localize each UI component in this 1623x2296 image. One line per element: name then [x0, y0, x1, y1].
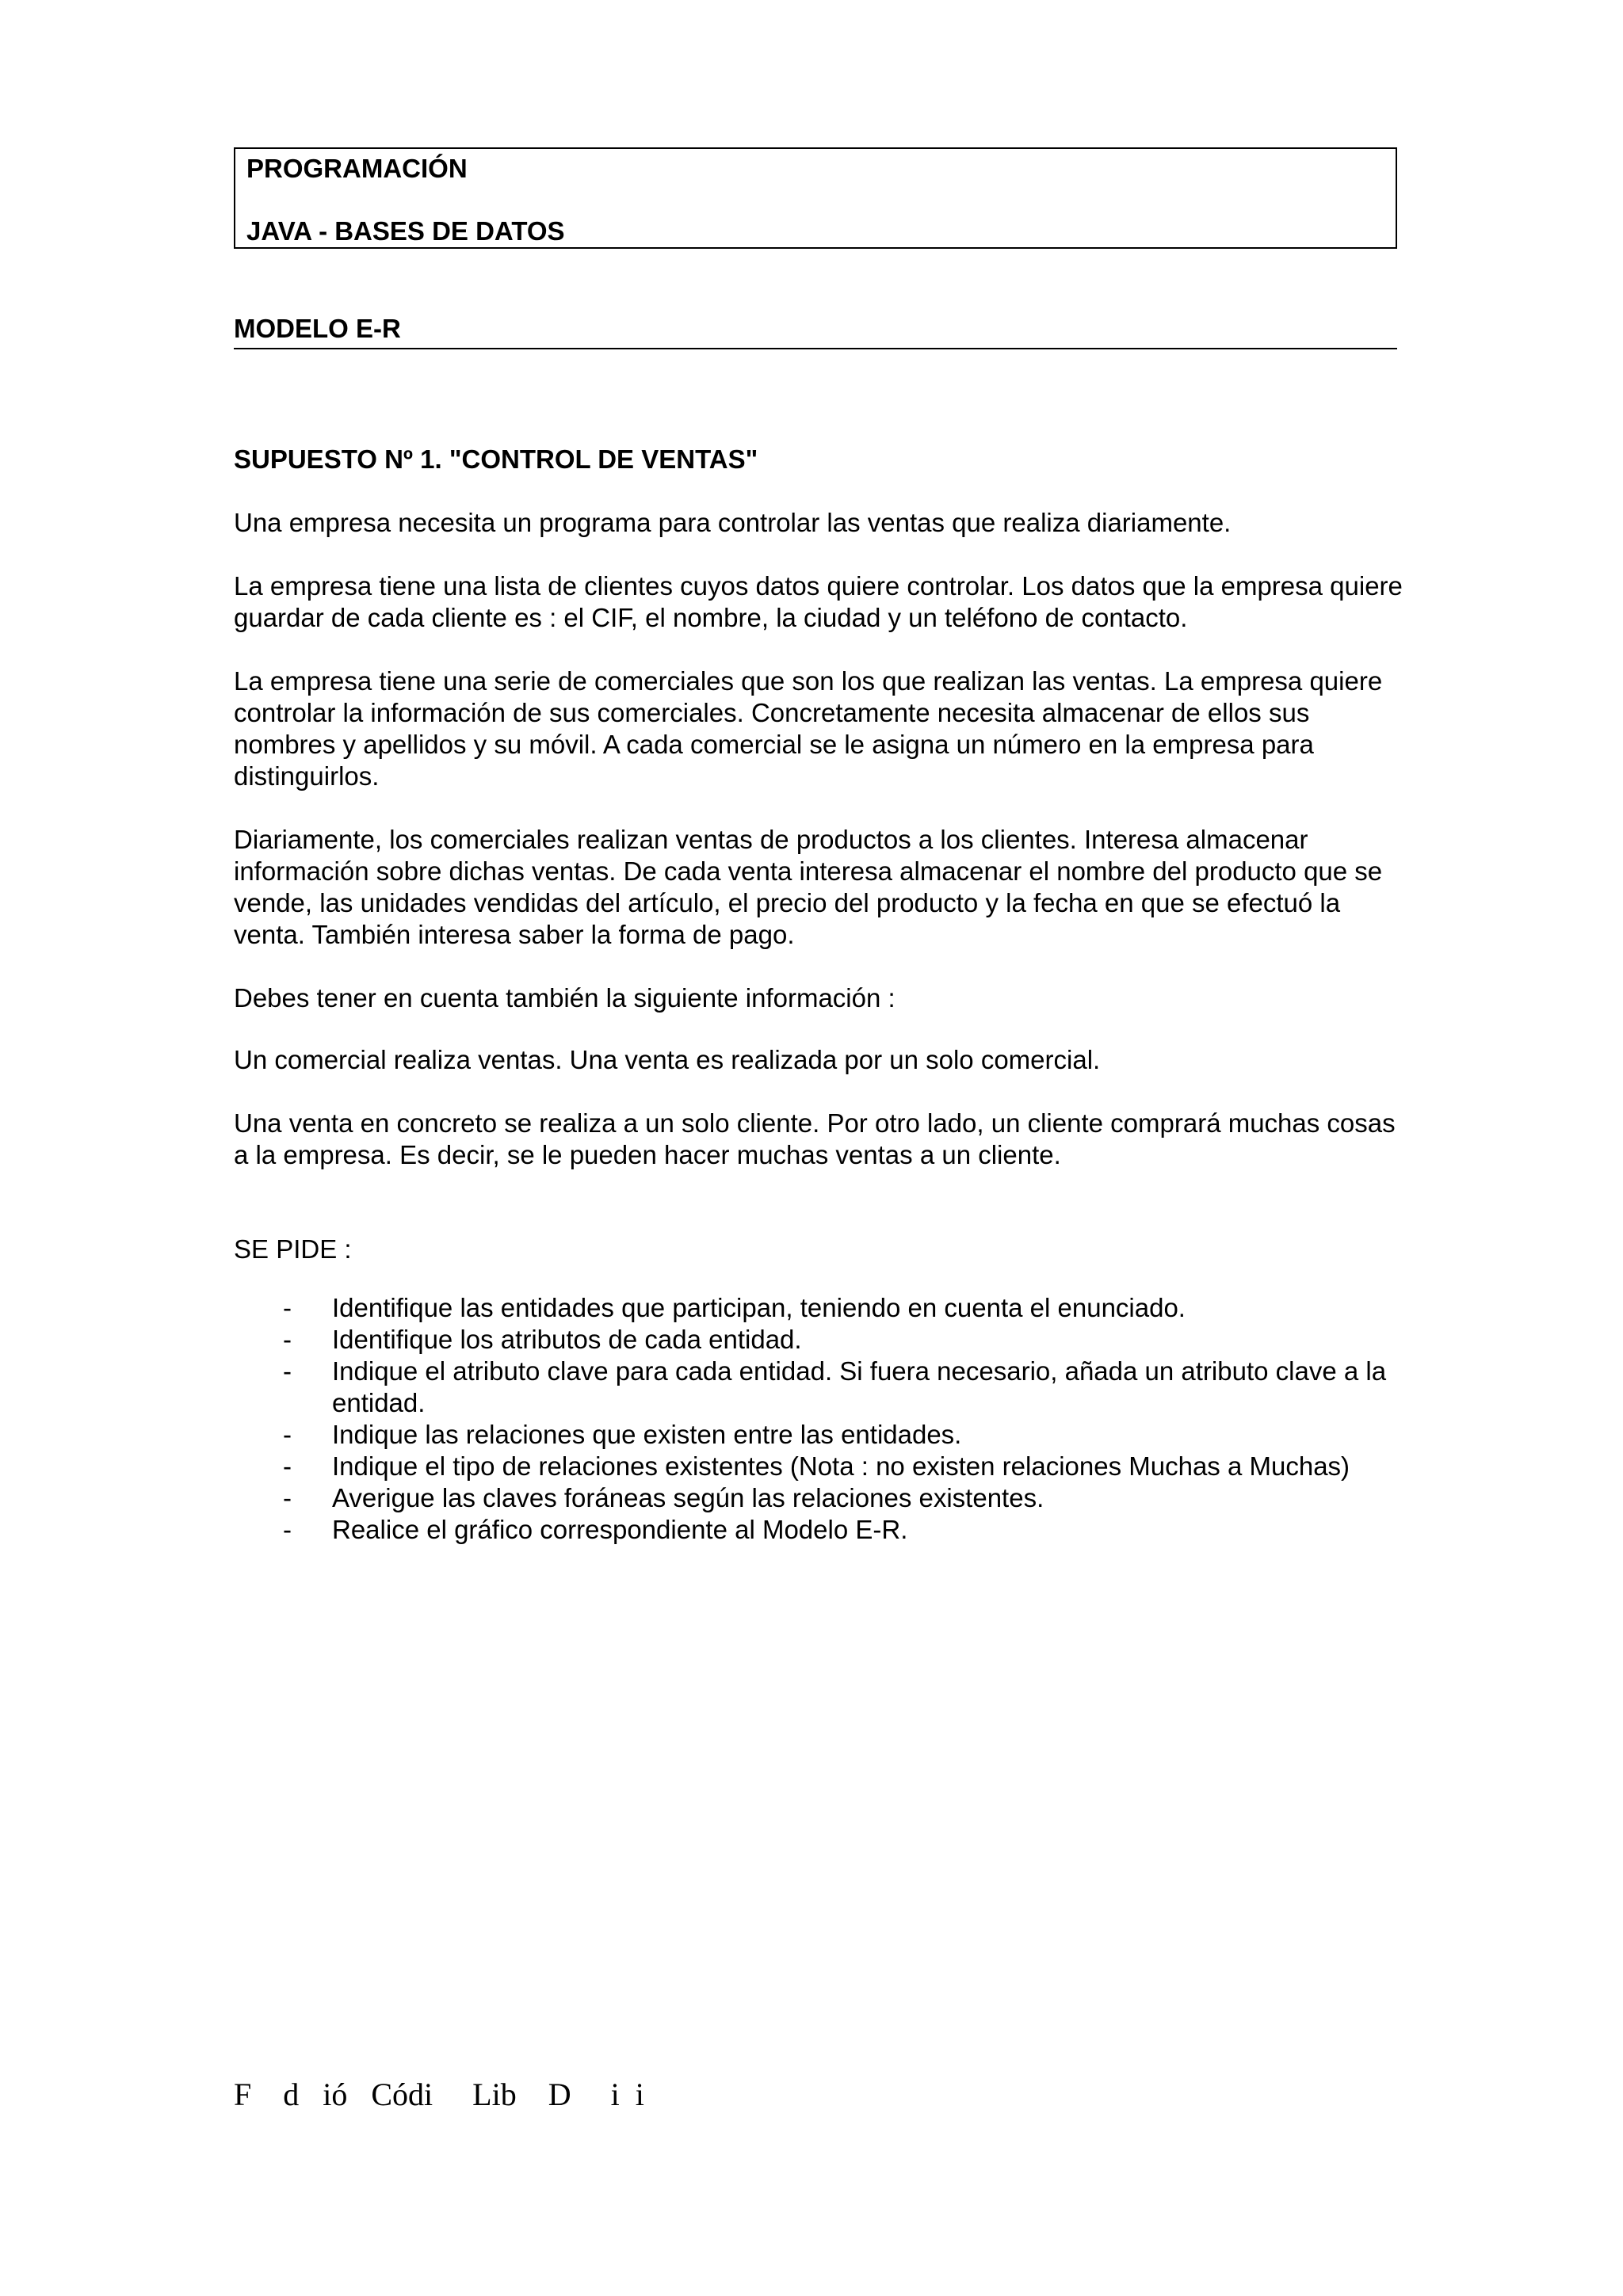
list-item-text: Realice el gráfico correspondiente al Modelo E-R. — [332, 1515, 908, 1544]
list-item — [234, 1514, 1423, 1546]
section-title: MODELO E-R — [234, 314, 401, 343]
paragraph-client-relation: Una venta en concreto se realiza a un solo cliente. Por otro lado, un cliente comprará muchas cosas a la empresa. Es decir, se le pueden hacer muchas ventas a un cliente. — [234, 1108, 1396, 1169]
bullet-dash: - — [283, 1420, 292, 1449]
list-item — [234, 1419, 1423, 1451]
paragraph-note: Debes tener en cuenta también la siguiente información : — [234, 983, 896, 1013]
case-title: SUPUESTO Nº 1. "CONTROL DE VENTAS" — [234, 444, 758, 474]
list-item — [234, 1292, 1423, 1324]
paragraph-sales-reps: La empresa tiene una serie de comerciales que son los que realizan las ventas. La empresa quiere controlar la información de sus comerciales. Concretamente necesita almacenar de ellos sus nombres y apellidos y su móvil. A cada comercial se le asigna un número en la empresa para distinguirlos. — [234, 666, 1383, 791]
list-item-text: Indique el atributo clave para cada entidad. Si fuera necesario, añada un atributo clave a la entidad. — [332, 1356, 1387, 1417]
bullet-dash: - — [283, 1356, 292, 1386]
bullet-dash: - — [283, 1451, 292, 1481]
list-item-text: Indique las relaciones que existen entre las entidades. — [332, 1420, 962, 1449]
paragraph-clients: La empresa tiene una lista de clientes cuyos datos quiere controlar. Los datos que la empresa quiere guardar de cada cliente es : el CIF, el nombre, la ciudad y un teléfono de contacto. — [234, 571, 1403, 632]
paragraph-sales: Diariamente, los comerciales realizan ventas de productos a los clientes. Interesa almacenar información sobre dichas ventas. De cada venta interesa almacenar el nombre del producto que se vende, las unidades vendidas del artículo, el precio del producto y la fecha en que se efectuó la venta. También interesa saber la forma de pago. — [234, 825, 1383, 949]
list-item-text: Identifique los atributos de cada entidad. — [332, 1325, 802, 1354]
list-item — [234, 1482, 1423, 1514]
course-subtitle: JAVA - BASES DE DATOS — [246, 216, 565, 246]
list-item-text: Averigue las claves foráneas según las relaciones existentes. — [332, 1483, 1044, 1512]
paragraph-rep-relation: Un comercial realiza ventas. Una venta es realizada por un solo comercial. — [234, 1045, 1101, 1074]
requirements-list — [234, 1292, 1423, 1546]
section-divider — [234, 348, 1397, 349]
requirements-heading: SE PIDE : — [234, 1234, 352, 1264]
course-title: PROGRAMACIÓN — [246, 154, 468, 183]
list-item-text: Identifique las entidades que participan, teniendo en cuenta el enunciado. — [332, 1293, 1186, 1322]
course-header-box — [234, 147, 1397, 249]
bullet-dash: - — [283, 1293, 292, 1322]
list-item — [234, 1356, 1423, 1419]
bullet-dash: - — [283, 1325, 292, 1354]
list-item-text: Indique el tipo de relaciones existentes (Nota : no existen relaciones Muchas a Muchas) — [332, 1451, 1350, 1481]
bullet-dash: - — [283, 1483, 292, 1512]
paragraph-intro: Una empresa necesita un programa para controlar las ventas que realiza diariamente. — [234, 508, 1232, 537]
list-item — [234, 1451, 1423, 1482]
list-item — [234, 1324, 1423, 1356]
bullet-dash: - — [283, 1515, 292, 1544]
page-footer: F d ió Códi Lib D i i — [234, 2077, 644, 2112]
